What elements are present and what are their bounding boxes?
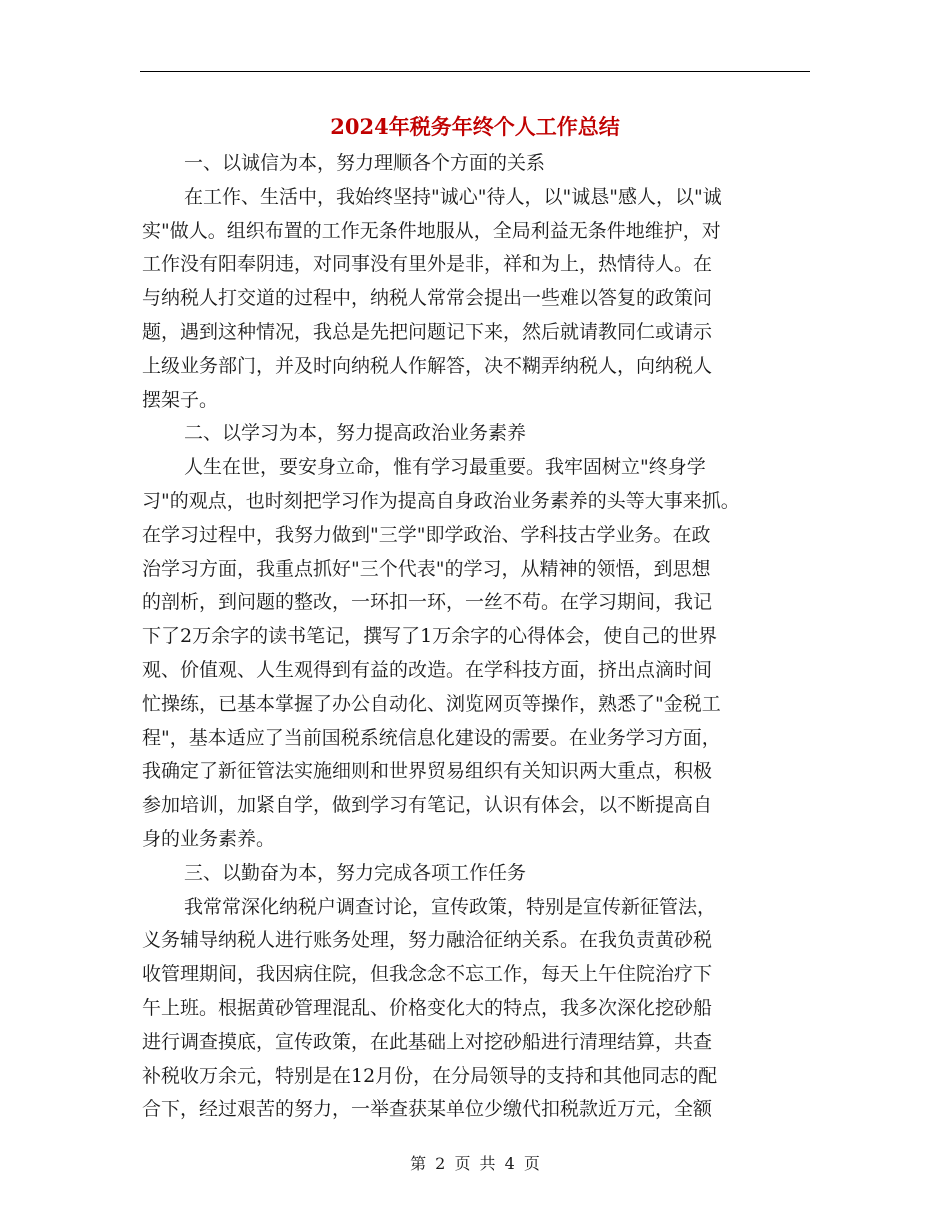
header-rule [140, 71, 810, 72]
body-line: 观、价值观、人生观得到有益的改造。在学科技方面，挤出点滴时间 [142, 659, 713, 681]
body-line: 程"，基本适应了当前国税系统信息化建设的需要。在业务学习方面， [142, 726, 721, 749]
body-line: 下了2万余字的读书笔记，撰写了1万余字的心得体会，使自己的世界 [142, 625, 718, 648]
body-line: 三、以勤奋为本，努力完成各项工作任务 [184, 861, 527, 884]
body-line: 摆架子。 [142, 388, 219, 411]
body-line: 身的业务素养。 [142, 828, 276, 850]
body-line: 补税收万余元，特别是在12月份，在分局领导的支持和其他同志的配 [142, 1064, 718, 1087]
body-line: 合下，经过艰苦的努力，一举查获某单位少缴代扣税款近万元，全额 [142, 1098, 713, 1121]
body-line: 与纳税人打交道的过程中，纳税人常常会提出一些难以答复的政策问 [142, 287, 713, 310]
page-footer: 第 2 页 共 4 页 [410, 1154, 540, 1173]
body-line: 治学习方面，我重点抓好"三个代表"的学习，从精神的领悟，到思想 [142, 557, 711, 580]
body-line: 参加培训，加紧自学，做到学习有笔记，认识有体会，以不断提高自 [142, 794, 713, 817]
body-line: 二、以学习为本，努力提高政治业务素养 [184, 422, 527, 445]
body-line: 我确定了新征管法实施细则和世界贸易组织有关知识两大重点，积极 [142, 760, 713, 783]
body-line: 进行调查摸底，宣传政策，在此基础上对挖砂船进行清理结算，共查 [142, 1030, 713, 1053]
body-line: 的剖析，到问题的整改，一环扣一环，一丝不苟。在学习期间，我记 [142, 591, 713, 614]
document-title: 2024年税务年终个人工作总结 [330, 114, 620, 139]
body-line: 义务辅导纳税人进行账务处理，努力融洽征纳关系。在我负责黄砂税 [142, 929, 713, 952]
body-line: 题，遇到这种情况，我总是先把问题记下来，然后就请教同仁或请示 [142, 321, 713, 343]
body-line: 我常常深化纳税户调查讨论，宣传政策，特别是宣传新征管法， [184, 895, 717, 918]
body-line: 收管理期间，我因病住院，但我念念不忘工作，每天上午住院治疗下 [142, 963, 713, 986]
body-line: 午上班。根据黄砂管理混乱、价格变化大的特点，我多次深化挖砂船 [142, 997, 713, 1019]
body-line: 人生在世，要安身立命，惟有学习最重要。我牢固树立"终身学 [184, 456, 706, 479]
body-line: 在学习过程中，我努力做到"三学"即学政治、学科技古学业务。在政 [142, 523, 711, 546]
body-line: 习"的观点，也时刻把学习作为提高自身政治业务素养的头等大事来抓。 [142, 490, 740, 512]
body-line: 实"做人。组织布置的工作无条件地服从，全局利益无条件地维护，对 [142, 219, 721, 242]
body-line: 工作没有阳奉阴违，对同事没有里外是非，祥和为上，热情待人。在 [142, 253, 713, 276]
body-line: 上级业务部门，并及时向纳税人作解答，决不糊弄纳税人，向纳税人 [142, 354, 713, 377]
body-line: 在工作、生活中，我始终坚持"诚心"待人，以"诚恳"感人，以"诚 [184, 185, 722, 208]
body-line: 一、以诚信为本，努力理顺各个方面的关系 [184, 152, 546, 174]
body-line: 忙操练，已基本掌握了办公自动化、浏览网页等操作，熟悉了"金税工 [142, 692, 721, 715]
